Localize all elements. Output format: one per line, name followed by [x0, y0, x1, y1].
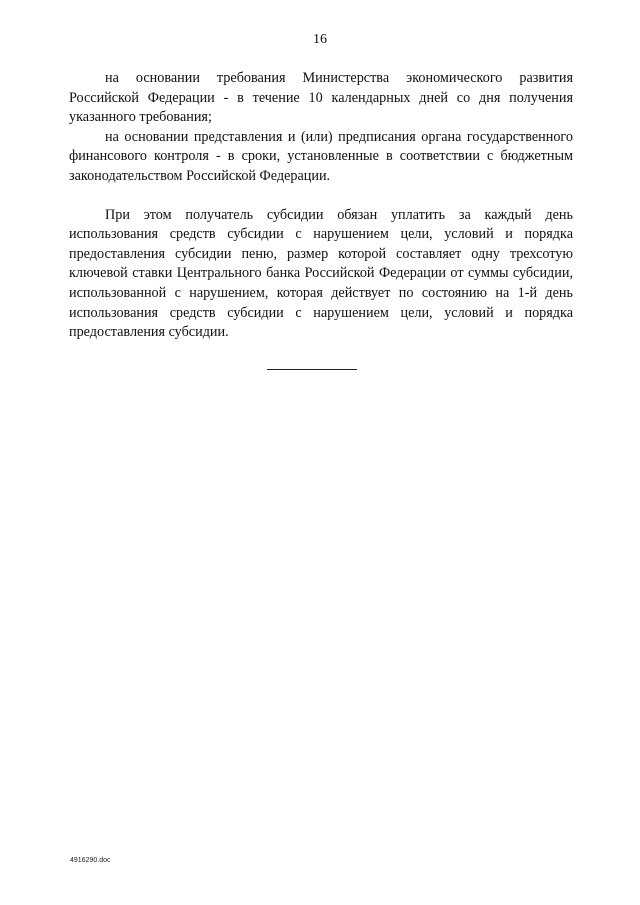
paragraph-financial-control: на основании представления и (или) предписания органа государственного финансового контроля - в сроки, установленные в соответствии с бюджетным законодательством Российской Федерации.: [69, 128, 573, 184]
paragraph-ministry-requirement: на основании требования Министерства экономического развития Российской Федерации - в течение 10 календарных дней со дня получения указанного требования;: [69, 70, 573, 126]
end-divider-line: [267, 369, 357, 370]
paragraph-penalty: При этом получатель субсидии обязан уплатить за каждый день использования средств субсидии с нарушением цели, условий и порядка предоставления субсидии пеню, размер которой составляет одну трехсотую ключевой ставки Центрального банка Российской Федерации от суммы субсидии, использованной с нарушением, которая действует по состоянию на 1-й день использования средств субсидии с нарушением цели, условий и порядка предоставления субсидии.: [69, 206, 573, 341]
footer-file-code: 4916290.doc: [70, 857, 111, 864]
document-body: [69, 69, 573, 343]
page-number: 16: [313, 32, 327, 47]
